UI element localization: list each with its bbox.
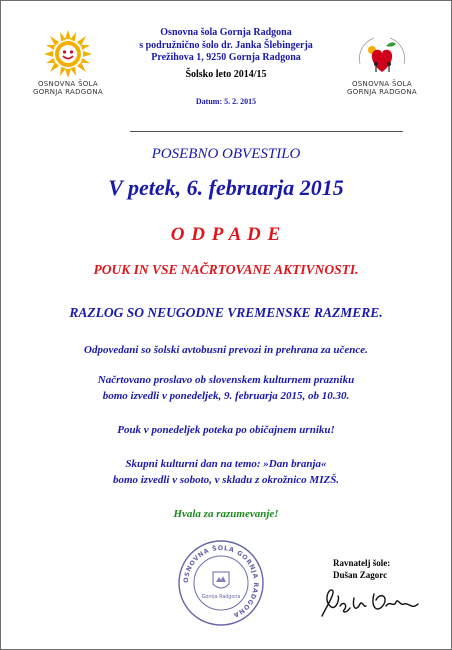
- notice-reason: RAZLOG SO NEUGODNE VREMENSKE RAZMERE.: [69, 305, 383, 320]
- round-stamp-icon: [176, 538, 266, 628]
- notice-heading: POSEBNO OBVESTILO: [151, 146, 301, 162]
- right-logo-caption: [342, 80, 422, 96]
- left-logo-caption-line2: GORNJA RADGONA: [33, 88, 103, 96]
- document-date: Datum: 5. 2. 2015: [195, 97, 257, 106]
- notice-transport: Odpovedani so šolski avtobusni prevozi in prehrana za učence.: [84, 344, 368, 356]
- principal-name: Dušan Zagorc: [333, 570, 388, 580]
- notice-celebration-line2: bomo izvedli v ponedeljek, 9. februarja 2015, ob 10.30.: [102, 390, 350, 402]
- right-logo-caption-line2: GORNJA RADGONA: [347, 88, 417, 96]
- notice-cancelled: O D P A D E: [170, 224, 282, 245]
- notice-culture-day-line1: Skupni kulturni dan na temo: »Dan branja«: [125, 458, 327, 470]
- school-address: Prežihova 1, 9250 Gornja Radgona: [151, 52, 301, 63]
- notice-culture-day-line2: bomo izvedli v soboto, v skladu z okrožnico MIZŠ.: [112, 474, 340, 486]
- principal-signature: [314, 584, 434, 624]
- school-stamp: [176, 538, 266, 628]
- stamp-inner-text: Gornja Radgona: [201, 595, 241, 600]
- header-divider: [130, 131, 403, 132]
- school-name: Osnovna šola Gornja Radgona: [160, 27, 292, 38]
- left-logo-caption-line1: OSNOVNA ŠOLA: [37, 80, 99, 88]
- principal-title: Ravnatelj šole:: [333, 558, 391, 568]
- left-logo-caption: [28, 80, 108, 96]
- stamp-arc-text: OSNOVNA ŠOLA GORNJA RADGONA: [182, 544, 260, 619]
- notice-date: V petek, 6. februarja 2015: [108, 175, 344, 200]
- school-year: Šolsko leto 2014/15: [185, 69, 267, 80]
- school-branch: s podružnično šolo dr. Janka Šlebingerja: [139, 40, 313, 51]
- notice-classes: POUK IN VSE NAČRTOVANE AKTIVNOSTI.: [93, 262, 359, 277]
- notice-celebration-line1: Načrtovano proslavo ob slovenskem kulturnem prazniku: [97, 374, 355, 386]
- handwritten-signature-icon: [314, 584, 434, 624]
- notice-thanks: Hvala za razumevanje!: [173, 508, 279, 520]
- notice-monday: Pouk v ponedeljek poteka po običajnem urniku!: [117, 424, 335, 436]
- right-logo-caption-line1: OSNOVNA ŠOLA: [351, 80, 413, 88]
